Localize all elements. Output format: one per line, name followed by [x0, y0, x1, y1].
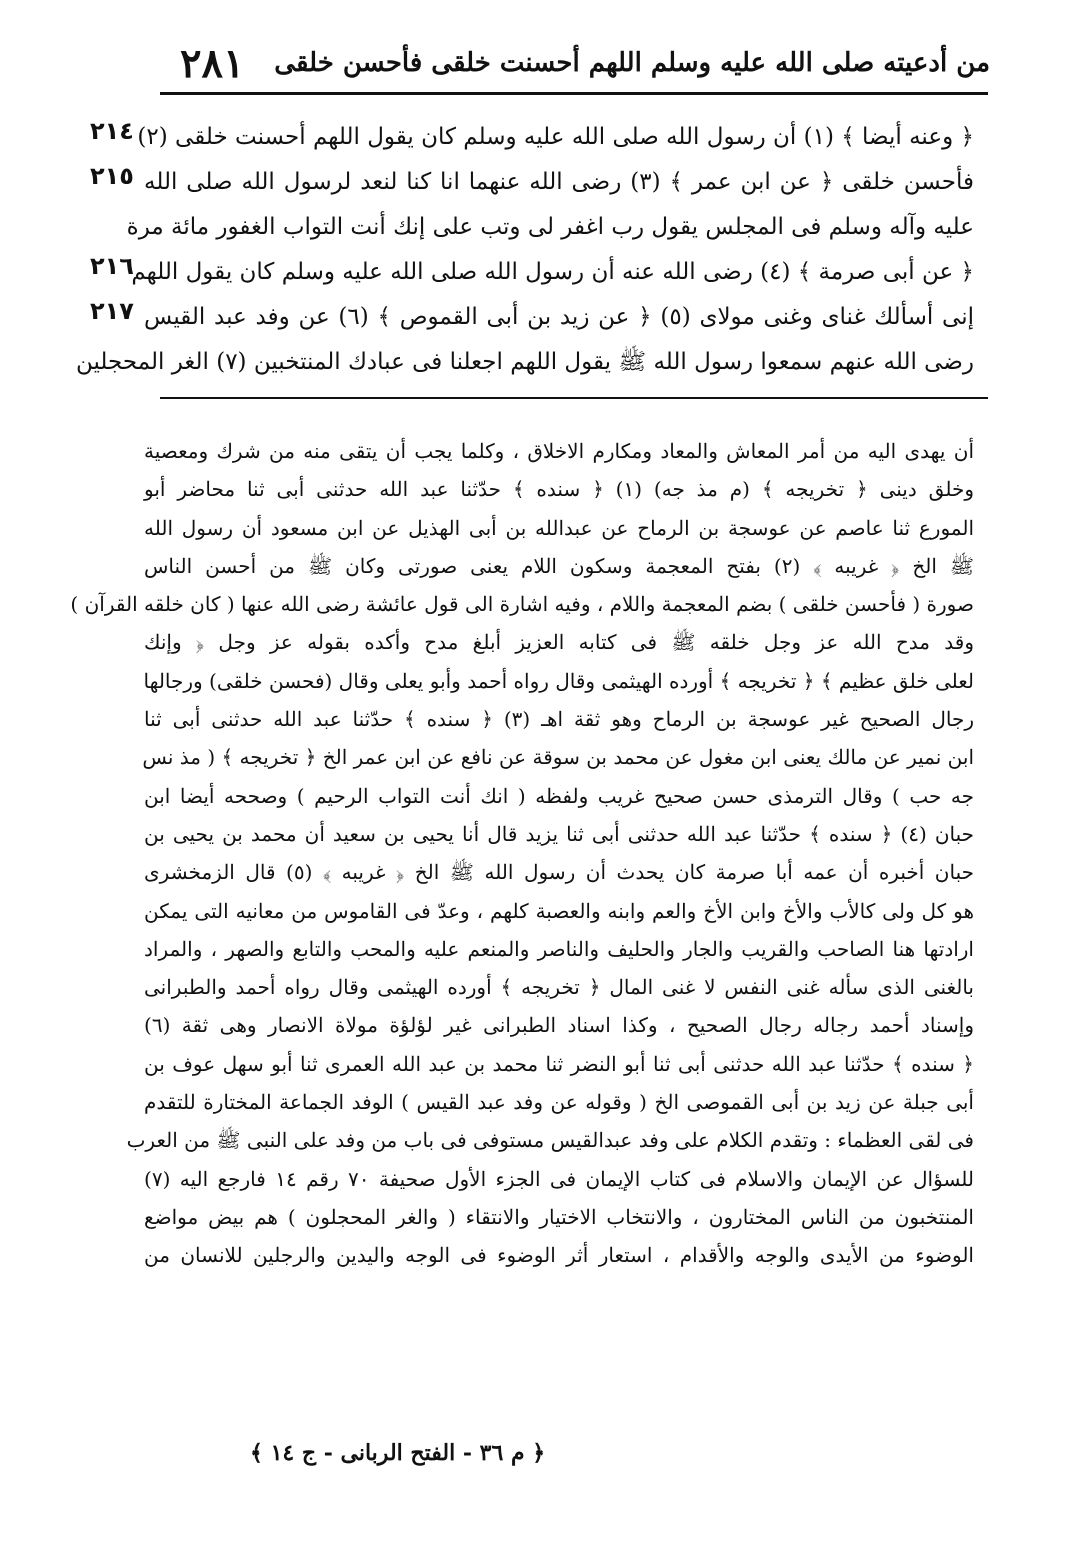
page-number: ٢٨١: [180, 40, 245, 87]
text-line: فأحسن خلقى ﴿ عن ابن عمر ﴾ (٣) رضى الله عنهما انا كنا لنعد لرسول الله صلى الله: [144, 169, 975, 195]
text-line: إنى أسألك غناى وغنى مولاى (٥) ﴿ عن زيد بن أبى القموص ﴾ (٦) عن وفد عبد القيس: [144, 304, 974, 330]
hadith-number: ٢١٤: [90, 117, 134, 145]
footnote-line: ارادتها هنا الصاحب والقريب والجار والحليف والناصر والمنعم عليه والمحب والتابع والصهر ، والمراد: [144, 936, 974, 961]
footnote-line: وقد مدح الله عز وجل خلقه ﷺ فى كتابه العزيز أبلغ مدح وأكده بقوله عز وجل ﴿ وإنك: [144, 630, 974, 655]
footnote-line: أبى جبلة عن زيد بن أبى القموصى الخ ( وقوله عن وفد عبد القيس ) الوفد الجماعة المختارة للتقدم: [144, 1090, 974, 1115]
hadith-number: ٢١٥: [90, 162, 134, 190]
footnote-line: وخلق دينى ﴿ تخريجه ﴾ (م مذ جه) (١) ﴿ سنده ﴾ حدّثنا عبد الله حدثنى أبى ثنا محاضر أبو: [144, 477, 974, 502]
footnote-line: للسؤال عن الإيمان والاسلام فى كتاب الإيمان فى الجزء الأول صحيفة ٧٠ رقم ١٤ فارجع اليه (٧): [144, 1166, 974, 1191]
running-title: من أدعيته صلى الله عليه وسلم اللهم أحسنت خلقى فأحسن خلقى: [274, 48, 990, 78]
footnote-line: جه حب ) وقال الترمذى حسن صحيح غريب ولفظه ( انك أنت التواب الرحيم ) وصححه أيضا ابن: [144, 783, 974, 808]
text-line: ﴿ عن أبى صرمة ﴾ (٤) رضى الله عنه أن رسول الله صلى الله عليه وسلم كان يقول اللهم: [131, 259, 974, 285]
page-header: [150, 40, 990, 92]
footnote-line: صورة ( فأحسن خلقى ) بضم المعجمة واللام ، وفيه اشارة الى قول عائشة رضى الله عنها ( كان خلقه القرآن ): [70, 592, 974, 617]
footnote-line: فى لقى العظماء : وتقدم الكلام على وفد عبدالقيس مستوفى فى باب من وفد على النبى ﷺ من العرب: [126, 1128, 974, 1153]
footnote-line: هو كل ولى كالأب والأخ وابن الأخ والعم وابنه والعصبة كلهم ، وعدّ فى القاموس من معانيه التى يمكن: [144, 898, 975, 923]
footnote-line: لعلى خلق عظيم ﴾ ﴿ تخريجه ﴾ أورده الهيثمى وقال رواه أحمد وأبو يعلى وقال (فحسن خلقى) ورجالها: [143, 668, 974, 693]
hadith-number: ٢١٧: [90, 297, 134, 325]
printer-signature: ﴿ م ٣٦ - الفتح الربانى - ج ١٤ ﴾: [250, 1440, 546, 1466]
footnote-line: ﴿ سنده ﴾ حدّثنا عبد الله حدثنى أبى ثنا أبو النضر ثنا محمد بن عبد الله العمرى ثنا أبو سهل عوف بن: [144, 1051, 974, 1076]
footnotes: [70, 432, 975, 1275]
footnote-line: الوضوء من الأيدى والوجه والأقدام ، استعار أثر الوضوء فى الوجه واليدين والرجلين للانسان من: [144, 1243, 974, 1268]
footnote-line: أن يهدى اليه من أمر المعاش والمعاد ومكارم الاخلاق ، وكلما يجب أن يتقى منه من شرك ومعصية: [144, 439, 974, 463]
footnote-line: رجال الصحيح غير عوسجة بن الرماح وهو ثقة اهـ (٣) ﴿ سنده ﴾ حدّثنا عبد الله حدثنى أبى ثنا: [144, 707, 974, 732]
footnote-separator: [160, 397, 988, 399]
hadith-number: ٢١٦: [90, 252, 134, 280]
footnote-line: بالغنى الذى سأله غنى النفس لا غنى المال ﴿ تخريجه ﴾ أورده الهيثمى وقال رواه أحمد والطبرانى: [144, 975, 974, 1000]
footnote-line: المورع ثنا عاصم عن عوسجة بن الرماح عن عبدالله بن أبى الهذيل عن ابن مسعود أن رسول الله: [144, 515, 974, 540]
footnote-line: حبان أخبره أن عمه أبا صرمة كان يحدث أن رسول الله ﷺ الخ ﴿ غريبه ﴾ (٥) قال الزمخشرى: [144, 860, 974, 885]
text-line: رضى الله عنهم سمعوا رسول الله ﷺ يقول اللهم اجعلنا فى عبادك المنتخبين (٧) الغر المحجلين: [75, 349, 974, 375]
header-rule: [160, 92, 988, 95]
footnote-line: حبان (٤) ﴿ سنده ﴾ حدّثنا عبد الله حدثنى أبى ثنا يزيد قال أنا يحيى بن سعيد أن محمد بن يحيى بن: [144, 821, 974, 846]
footnote-line: ابن نمير عن مالك يعنى ابن مغول عن محمد بن سوقة عن نافع عن ابن عمر الخ ﴿ تخريجه ﴾ ( مذ نس: [142, 745, 974, 770]
text-line: ﴿ وعنه أيضا ﴾ (١) أن رسول الله صلى الله عليه وسلم كان يقول اللهم أحسنت خلقى (٢): [137, 124, 974, 150]
text-line: عليه وآله وسلم فى المجلس يقول رب اغفر لى وتب على إنك أنت التواب الغفور مائة مرة: [126, 214, 974, 240]
footnote-line: وإسناد أحمد رجاله رجال الصحيح ، وكذا اسناد الطبرانى غير لؤلؤة مولاة الانصار وهى ثقة (٦): [144, 1013, 974, 1038]
footnote-line: ﷺ الخ ﴿ غريبه ﴾ (٢) بفتح المعجمة وسكون اللام يعنى صورتى وكان ﷺ من أحسن الناس: [144, 553, 975, 578]
footnote-line: المنتخبون من الناس المختارون ، والانتخاب الاختيار والانتقاء ( والغر المحجلون ) هم بيض مواضع: [144, 1204, 974, 1229]
